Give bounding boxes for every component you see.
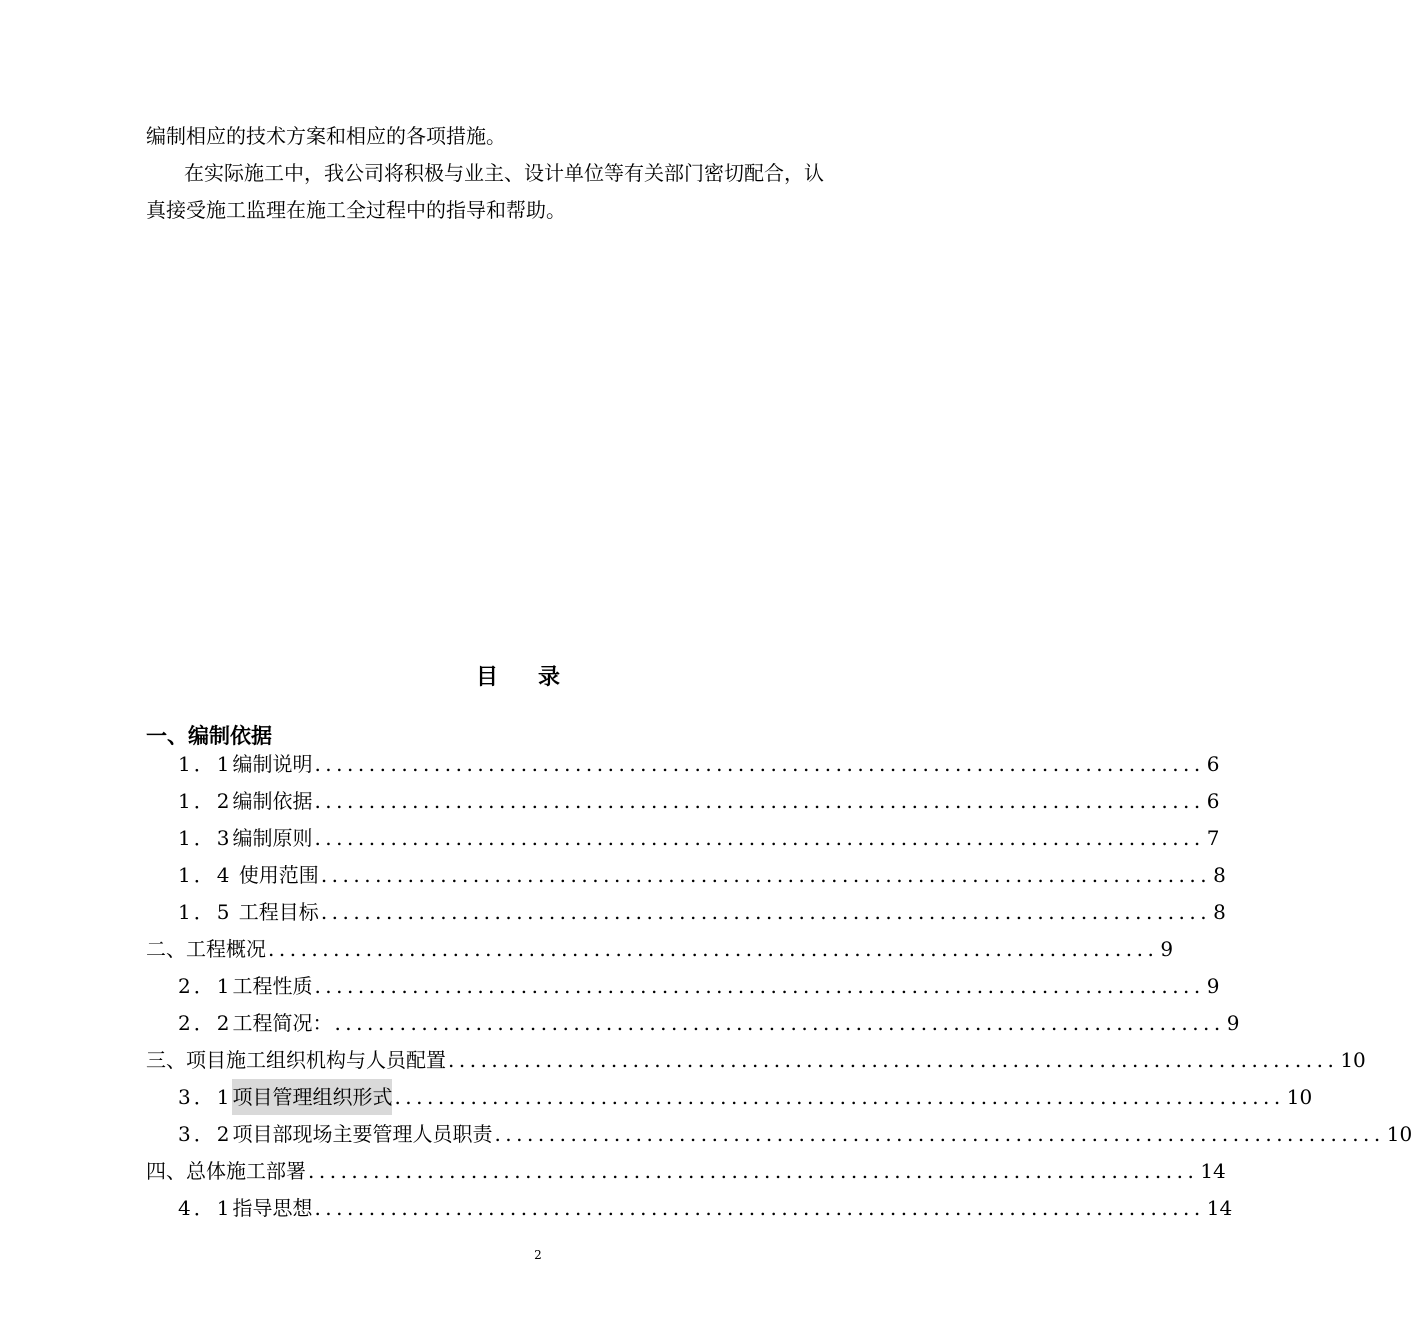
toc-entry[interactable] [178, 1005, 1240, 1041]
toc-entry-page: 14 [1200, 1159, 1226, 1183]
toc-entry[interactable] [146, 1042, 1366, 1078]
toc-leader-dots: .................................................................................. [494, 1122, 1385, 1146]
toc-leader-dots: .................................................................................. [394, 1085, 1285, 1109]
toc-entry[interactable] [178, 820, 1220, 856]
toc-entry[interactable] [178, 1116, 1412, 1152]
toc-entry-title: 工程简况： [232, 1011, 333, 1035]
toc-entry-title: 工程目标 [232, 900, 319, 924]
toc-title: 目录 [475, 664, 600, 690]
toc-entry-title: 编制说明 [232, 752, 313, 776]
toc-entry-page: 6 [1206, 789, 1220, 813]
toc-leader-dots: .................................................................................. [314, 826, 1205, 850]
toc-entry-page: 10 [1286, 1085, 1313, 1109]
toc-entry-number: 1．5 [178, 900, 233, 924]
toc-leader-dots: .................................................................................. [308, 1159, 1199, 1183]
toc-entry-title: 四、总体施工部署 [146, 1159, 306, 1183]
toc-entry[interactable] [178, 968, 1220, 1004]
toc-entry-number: 1．1 [178, 752, 233, 776]
toc-entry[interactable] [146, 931, 1174, 967]
toc-entry-title: 工程性质 [232, 974, 313, 998]
toc-entry[interactable] [178, 783, 1220, 819]
toc-entry-number: 4．1 [178, 1196, 233, 1220]
toc-entry-page: 9 [1160, 937, 1174, 961]
toc-entry-number: 1．2 [178, 789, 233, 813]
toc-leader-dots: .................................................................................. [314, 974, 1205, 998]
toc-entry-title: 指导思想 [232, 1196, 313, 1220]
toc-entry-title: 编制依据 [232, 789, 313, 813]
toc-entry-title: 项目部现场主要管理人员职责 [232, 1122, 493, 1146]
toc-entry[interactable] [178, 1079, 1313, 1115]
toc-leader-dots: .................................................................................. [314, 1196, 1205, 1220]
toc-entry-number: 3．2 [178, 1122, 233, 1146]
toc-entry-page: 8 [1213, 900, 1226, 924]
toc-entry-title: 使用范围 [232, 863, 319, 887]
toc-entry-title: 二、工程概况 [146, 937, 266, 961]
toc-entry-page: 9 [1226, 1011, 1240, 1035]
toc-entry[interactable] [178, 857, 1226, 893]
toc-leader-dots: .................................................................................. [314, 752, 1205, 776]
toc-entry-page: 8 [1213, 863, 1226, 887]
toc-leader-dots: .................................................................................. [334, 1011, 1225, 1035]
toc-entry-number: 1．4 [178, 863, 233, 887]
toc-entry[interactable] [178, 746, 1220, 782]
toc-entry-title: 编制原则 [232, 826, 313, 850]
toc-entry-number: 2．2 [178, 1011, 233, 1035]
toc-leader-dots: .................................................................................. [320, 863, 1212, 887]
toc-entry-page: 10 [1340, 1048, 1366, 1072]
toc-entry-page: 9 [1206, 974, 1220, 998]
toc-entry-page: 10 [1386, 1122, 1412, 1146]
toc-entry-number: 3．1 [178, 1085, 233, 1109]
toc-leader-dots: .................................................................................. [320, 900, 1212, 924]
body-text-line: 真接受施工监理在施工全过程中的指导和帮助。 [146, 198, 566, 222]
toc-leader-dots: .................................................................................. [268, 937, 1159, 961]
page-number: 2 [534, 1248, 542, 1262]
toc-entry-number: 1．3 [178, 826, 233, 850]
body-text-line: 编制相应的技术方案和相应的各项措施。 [146, 124, 506, 148]
toc-entry[interactable] [178, 1190, 1233, 1226]
toc-entry-title-highlighted: 项目管理组织形式 [232, 1079, 392, 1115]
toc-entry-page: 7 [1206, 826, 1220, 850]
toc-entry-title: 三、项目施工组织机构与人员配置 [146, 1048, 446, 1072]
toc-leader-dots: .................................................................................. [314, 789, 1205, 813]
toc-entry-page: 6 [1206, 752, 1220, 776]
toc-section-heading: 一、编制依据 [146, 723, 272, 748]
toc-leader-dots: .................................................................................. [448, 1048, 1339, 1072]
body-text-line: 在实际施工中，我公司将积极与业主、设计单位等有关部门密切配合，认 [184, 161, 824, 185]
toc-entry-page: 14 [1206, 1196, 1233, 1220]
toc-entry[interactable] [178, 894, 1226, 930]
toc-entry-number: 2．1 [178, 974, 233, 998]
toc-entry[interactable] [146, 1153, 1226, 1189]
